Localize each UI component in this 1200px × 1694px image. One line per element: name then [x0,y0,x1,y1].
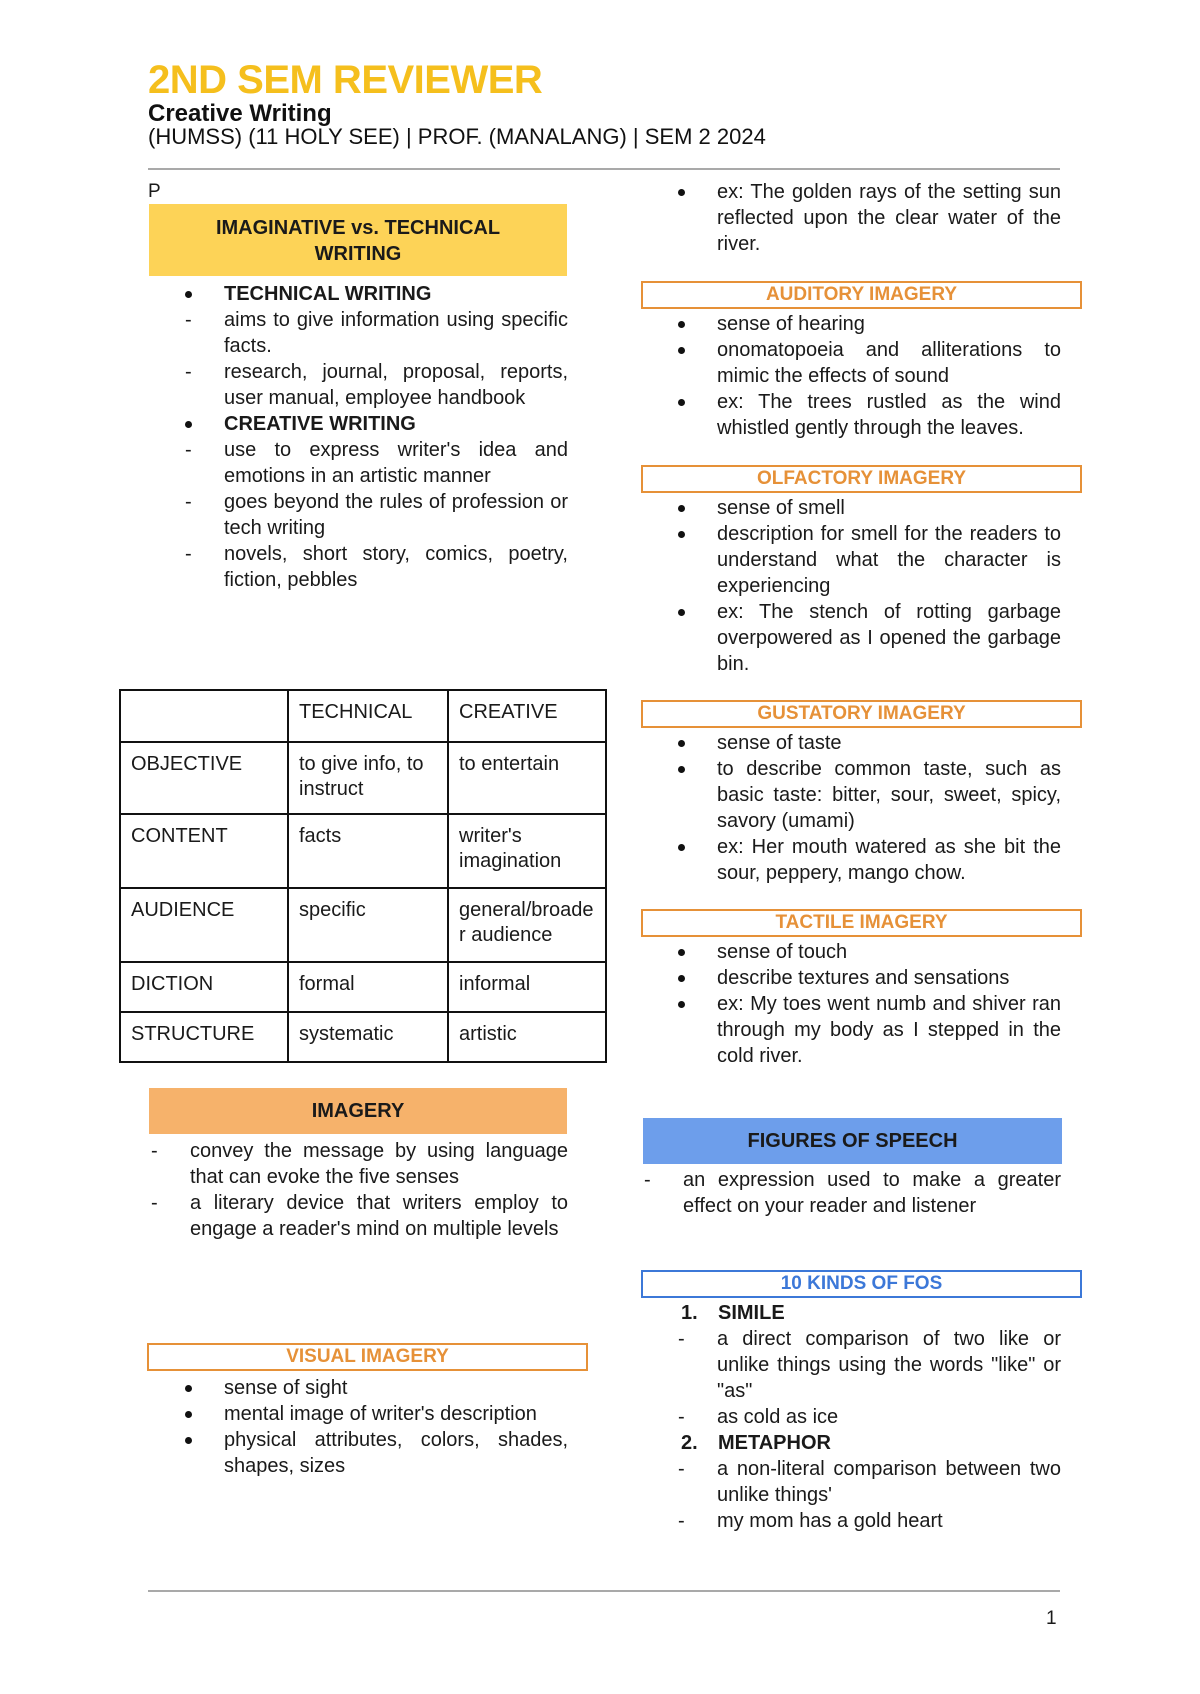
figures-of-speech-section [641,1167,1061,1219]
page-title: 2ND SEM REVIEWER [148,58,543,102]
table-cell: facts [288,814,448,888]
visual-example-continued [641,179,1061,257]
imaginative-vs-technical-heading: IMAGINATIVE vs. TECHNICAL WRITING [149,204,567,276]
fos-number: 2. [681,1432,698,1454]
table-cell: to give info, to instruct [288,742,448,814]
table-cell: systematic [288,1012,448,1062]
gustatory-imagery-heading: GUSTATORY IMAGERY [641,700,1082,728]
olfactory-point: description for smell for the readers to understand what the character is experiencing [641,521,1061,599]
gustatory-imagery-section [641,730,1061,886]
creative-point: - use to express writer's idea and emotions in an artistic manner [148,437,568,489]
creative-point: - goes beyond the rules of profession or tech writing [148,489,568,541]
gustatory-point: sense of taste [641,730,1061,756]
gustatory-point: ex: Her mouth watered as she bit the sour, peppery, mango chow. [641,834,1061,886]
visual-point: physical attributes, colors, shades, shapes, sizes [148,1427,568,1479]
table-cell: to entertain [448,742,606,814]
table-cell: informal [448,962,606,1012]
technical-point: - research, journal, proposal, reports, user manual, employee handbook [148,359,568,411]
auditory-point: ex: The trees rustled as the wind whistled gently through the leaves. [641,389,1061,441]
creative-writing-label: CREATIVE WRITING [148,411,568,437]
fos-name: METAPHOR [718,1432,831,1454]
imagery-point: - convey the message by using language that can evoke the five senses [114,1138,568,1190]
table-row [120,742,606,814]
auditory-imagery-heading: AUDITORY IMAGERY [641,281,1082,309]
fos-item [641,1300,1061,1326]
writing-types-section [148,281,568,593]
visual-imagery-section [148,1375,568,1479]
table-cell: AUDIENCE [120,888,288,962]
fos-point: - a direct comparison of two like or unlike things using the words "like" or "as" [641,1326,1061,1404]
table-header-cell [120,690,288,742]
table-header-cell: TECHNICAL [288,690,448,742]
table-header-cell: CREATIVE [448,690,606,742]
table-row [120,814,606,888]
table-cell: formal [288,962,448,1012]
tactile-point: ex: My toes went numb and shiver ran through my body as I stepped in the cold river. [641,991,1061,1069]
table-row [120,1012,606,1062]
table-cell: writer's imagination [448,814,606,888]
page-number: 1 [1046,1608,1057,1629]
tactile-imagery-section [641,939,1061,1069]
tactile-point: sense of touch [641,939,1061,965]
technical-writing-label: TECHNICAL WRITING [148,281,568,307]
fos-name: SIMILE [718,1302,785,1324]
table-cell: DICTION [120,962,288,1012]
imagery-section [148,1138,568,1242]
auditory-point: sense of hearing [641,311,1061,337]
table-cell: artistic [448,1012,606,1062]
table-row [120,888,606,962]
subject-title: Creative Writing [148,100,332,127]
creative-point: - novels, short story, comics, poetry, fiction, pebbles [148,541,568,593]
tactile-imagery-heading: TACTILE IMAGERY [641,909,1082,937]
tactile-point: describe textures and sensations [641,965,1061,991]
auditory-point: onomatopoeia and alliterations to mimic the effects of sound [641,337,1061,389]
visual-imagery-heading: VISUAL IMAGERY [147,1343,588,1371]
gustatory-point: to describe common taste, such as basic taste: bitter, sour, sweet, spicy, savory (umami) [641,756,1061,834]
footer-divider [148,1590,1060,1592]
visual-point: mental image of writer's description [148,1401,568,1427]
table-cell: OBJECTIVE [120,742,288,814]
olfactory-point: sense of smell [641,495,1061,521]
imagery-point: - a literary device that writers employ to engage a reader's mind on multiple levels [114,1190,568,1242]
figures-point: - an expression used to make a greater effect on your reader and listener [607,1167,1061,1219]
table-cell: CONTENT [120,814,288,888]
table-cell: specific [288,888,448,962]
olfactory-point: ex: The stench of rotting garbage overpowered as I opened the garbage bin. [641,599,1061,677]
header-divider [148,168,1060,170]
figures-of-speech-heading: FIGURES OF SPEECH [643,1118,1062,1164]
kinds-of-fos-section [641,1300,1061,1534]
fos-point: - my mom has a gold heart [641,1508,1061,1534]
technical-point: - aims to give information using specific facts. [148,307,568,359]
kinds-of-fos-heading: 10 KINDS OF FOS [641,1270,1082,1298]
olfactory-imagery-section [641,495,1061,677]
auditory-imagery-section [641,311,1061,441]
olfactory-imagery-heading: OLFACTORY IMAGERY [641,465,1082,493]
table-header-row [120,690,606,742]
fos-number: 1. [681,1302,698,1324]
fos-point: - a non-literal comparison between two unlike things' [641,1456,1061,1508]
fos-point: - as cold as ice [641,1404,1061,1430]
course-meta: (HUMSS) (11 HOLY SEE) | PROF. (MANALANG) | SEM 2 2024 [148,124,766,149]
visual-example: ex: The golden rays of the setting sun reflected upon the clear water of the river. [641,179,1061,257]
table-cell: STRUCTURE [120,1012,288,1062]
table-row [120,962,606,1012]
stray-mark: P [148,181,161,202]
imagery-heading: IMAGERY [149,1088,567,1134]
table-cell: general/broader audience [448,888,606,962]
visual-point: sense of sight [148,1375,568,1401]
comparison-table [119,689,607,1063]
fos-item [641,1430,1061,1456]
